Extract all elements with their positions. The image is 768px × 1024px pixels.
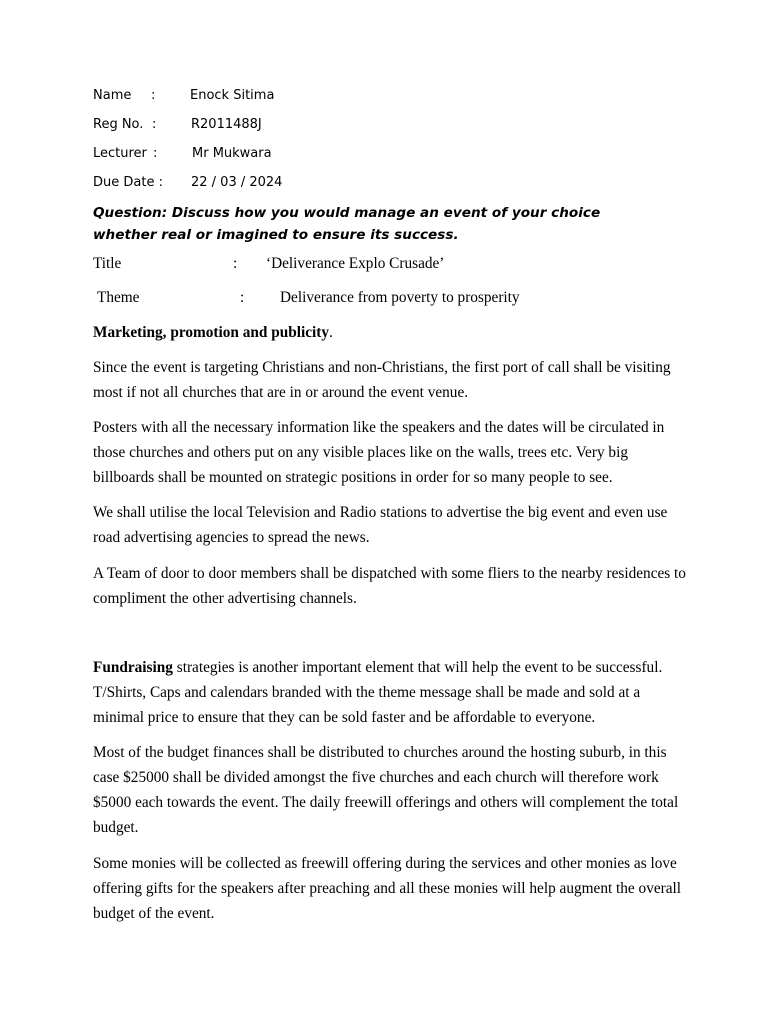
marketing-heading: [93, 320, 688, 345]
due-date-value: 22 / 03 / 2024: [191, 175, 283, 190]
reg-label: Reg No.: [93, 117, 144, 132]
theme-value: Deliverance from poverty to prosperity: [280, 289, 520, 306]
marketing-paragraph-3: We shall utilise the local Television and Radio stations to advertise the big event and even use road advertising agencies to spread the news.: [93, 504, 668, 546]
theme-colon: :: [240, 289, 245, 306]
marketing-heading-period: .: [329, 324, 333, 341]
fundraising-lead: Fundraising: [93, 659, 173, 676]
fundraising-paragraph-1: [93, 655, 688, 730]
lecturer-label: Lecturer: [93, 146, 147, 161]
question-text: Question: Discuss how you would manage an event of your choice whether real or imagined to ensure its success.: [93, 205, 601, 243]
marketing-paragraph-2: Posters with all the necessary information like the speakers and the dates will be circulated in those churches and others put on any visible places like on the walls, trees etc. Very big billboards shall be mounted on strategic positions in order for so many people to see.: [93, 419, 665, 486]
lecturer-value: Mr Mukwara: [192, 146, 272, 161]
marketing-paragraph-1: Since the event is targeting Christians and non-Christians, the first port of call shall be visiting most if not all churches that are in or around the event venue.: [93, 359, 671, 401]
title-colon: :: [233, 255, 238, 272]
name-label: Name: [93, 88, 132, 103]
fundraising-paragraph-3: Some monies will be collected as freewill offering during the services and other monies as love offering gifts for the speakers after preaching and all these monies will help augment the overall budget of the event.: [93, 855, 682, 922]
theme-label: Theme: [97, 289, 140, 306]
title-label: Title: [93, 255, 122, 272]
marketing-heading-text: Marketing, promotion and publicity: [93, 324, 329, 341]
marketing-paragraph-4: A Team of door to door members shall be dispatched with some fliers to the nearby residences to compliment the other advertising channels.: [93, 565, 686, 607]
title-value: ‘Deliverance Explo Crusade’: [266, 255, 445, 272]
reg-value: R2011488J: [191, 117, 262, 132]
lecturer-colon: :: [153, 146, 158, 161]
fundraising-paragraph-2: Most of the budget finances shall be distributed to churches around the hosting suburb, in this case $25000 shall be divided amongst the five churches and each church will therefore work $5000 each towards the event. The daily freewill offerings and others will complement the total budget.: [93, 744, 679, 836]
name-colon: :: [151, 88, 156, 103]
fundraising-paragraph-1-text: strategies is another important element that will help the event to be successful. T/Shirts, Caps and calendars branded with the theme message shall be made and sold at a minimal price to ensure that they can be sold faster and be affordable to everyone.: [93, 659, 663, 726]
due-date-label: Due Date :: [93, 175, 163, 190]
reg-colon: :: [152, 117, 157, 132]
name-value: Enock Sitima: [190, 88, 275, 103]
